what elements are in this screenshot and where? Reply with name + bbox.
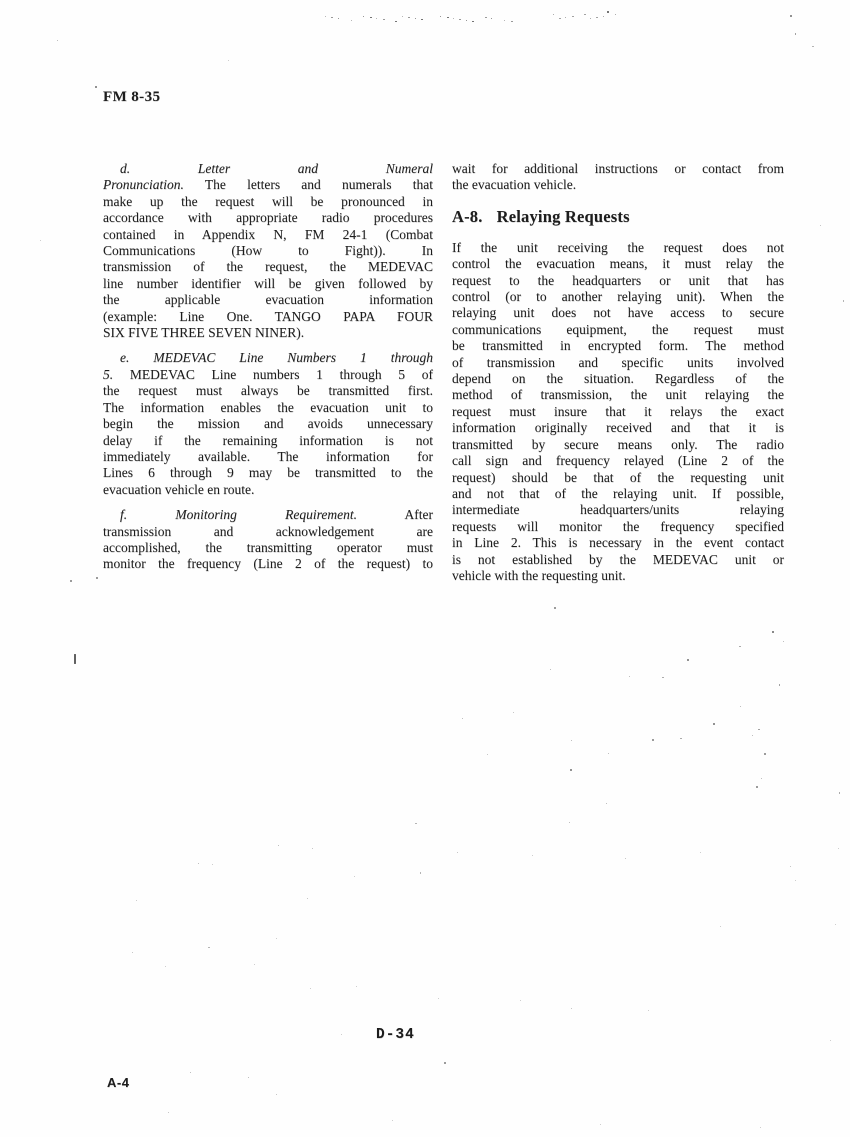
- text-line: wait for additional instructions or contact from: [452, 161, 784, 176]
- text-line: Lines 6 through 9 may be transmitted to the: [103, 465, 433, 481]
- text-line: transmission of the request, the MEDEVAC: [103, 259, 433, 275]
- text-line: evacuation vehicle en route.: [103, 481, 255, 497]
- text-line: e. MEDEVAC Line Numbers 1 through: [120, 350, 433, 366]
- page-number-center: D-34: [376, 1027, 415, 1043]
- paragraph: [103, 350, 433, 498]
- document-code: FM 8-35: [103, 89, 161, 105]
- continuation-paragraph: [452, 161, 784, 194]
- text-line: d. Letter and Numeral: [120, 161, 433, 176]
- right-column: [452, 161, 784, 584]
- section-title: Relaying Requests: [496, 206, 630, 226]
- text-line: communications equipment, the request must: [452, 321, 784, 337]
- text-line: SIX FIVE THREE SEVEN NINER).: [103, 325, 305, 341]
- text-line: control the evacuation means, it must relay the: [452, 256, 784, 272]
- text-line: relaying unit does not have access to secure: [452, 305, 784, 321]
- text-line: requests will monitor the frequency specified: [452, 518, 784, 534]
- text-line: method of transmission, the unit relaying the: [452, 387, 784, 403]
- text-line: request must insure that it relays the exact: [452, 403, 784, 419]
- text-line: contained in Appendix N, FM 24-1 (Combat: [103, 226, 433, 242]
- section-heading: [452, 207, 784, 226]
- text-line: call sign and frequency relayed (Line 2 of the: [452, 453, 784, 469]
- text-line: transmission and acknowledgement are: [103, 523, 433, 539]
- text-line: request) should be that of the requesting unit: [452, 469, 784, 485]
- page-number-left: A-4: [107, 1075, 130, 1090]
- section-body: [452, 240, 784, 585]
- text-line: delay if the remaining information is not: [103, 432, 433, 448]
- text-line: (example: Line One. TANGO PAPA FOUR: [103, 308, 433, 324]
- text-line: the request must always be transmitted first.: [103, 383, 433, 399]
- text-line: If the unit receiving the request does not: [452, 239, 784, 255]
- text-line: transmitted by secure means only. The radio: [452, 436, 784, 452]
- text-line: f. Monitoring Requirement. After: [120, 507, 433, 523]
- text-line: the applicable evacuation information: [103, 292, 433, 308]
- text-line: control (or to another relaying unit). When the: [452, 289, 784, 305]
- text-line: of transmission and specific units involved: [452, 354, 784, 370]
- text-line: vehicle with the requesting unit.: [452, 567, 626, 583]
- text-line: Pronunciation. The letters and numerals that: [103, 177, 433, 193]
- text-line: request to the headquarters or unit that has: [452, 272, 784, 288]
- paragraph: [103, 161, 433, 341]
- text-line: The information enables the evacuation unit to: [103, 399, 433, 415]
- text-line: intermediate headquarters/units relaying: [452, 502, 784, 518]
- text-line: accomplished, the transmitting operator must: [103, 539, 433, 555]
- text-line: begin the mission and avoids unnecessary: [103, 416, 433, 432]
- text-line: the evacuation vehicle.: [452, 177, 577, 193]
- paragraph: [103, 507, 433, 573]
- text-line: depend on the situation. Regardless of the: [452, 371, 784, 387]
- text-line: information originally received and that it is: [452, 420, 784, 436]
- text-line: Communications (How to Fight)). In: [103, 243, 433, 259]
- text-line: accordance with appropriate radio procedures: [103, 210, 433, 226]
- text-line: in Line 2. This is necessary in the event contact: [452, 535, 784, 551]
- text-line: 5. MEDEVAC Line numbers 1 through 5 of: [103, 366, 433, 382]
- paragraph: [452, 240, 784, 585]
- text-columns: [103, 161, 784, 584]
- paragraph: [452, 161, 784, 194]
- section-number: A-8.: [452, 206, 483, 226]
- text-line: is not established by the MEDEVAC unit or: [452, 551, 784, 567]
- text-line: make up the request will be pronounced in: [103, 193, 433, 209]
- left-column: [103, 161, 433, 584]
- text-line: immediately available. The information for: [103, 448, 433, 464]
- text-line: line number identifier will be given followed by: [103, 275, 433, 291]
- text-line: be transmitted in encrypted form. The method: [452, 338, 784, 354]
- text-line: and not that of the relaying unit. If possible,: [452, 485, 784, 501]
- text-line: monitor the frequency (Line 2 of the request) to: [103, 556, 433, 572]
